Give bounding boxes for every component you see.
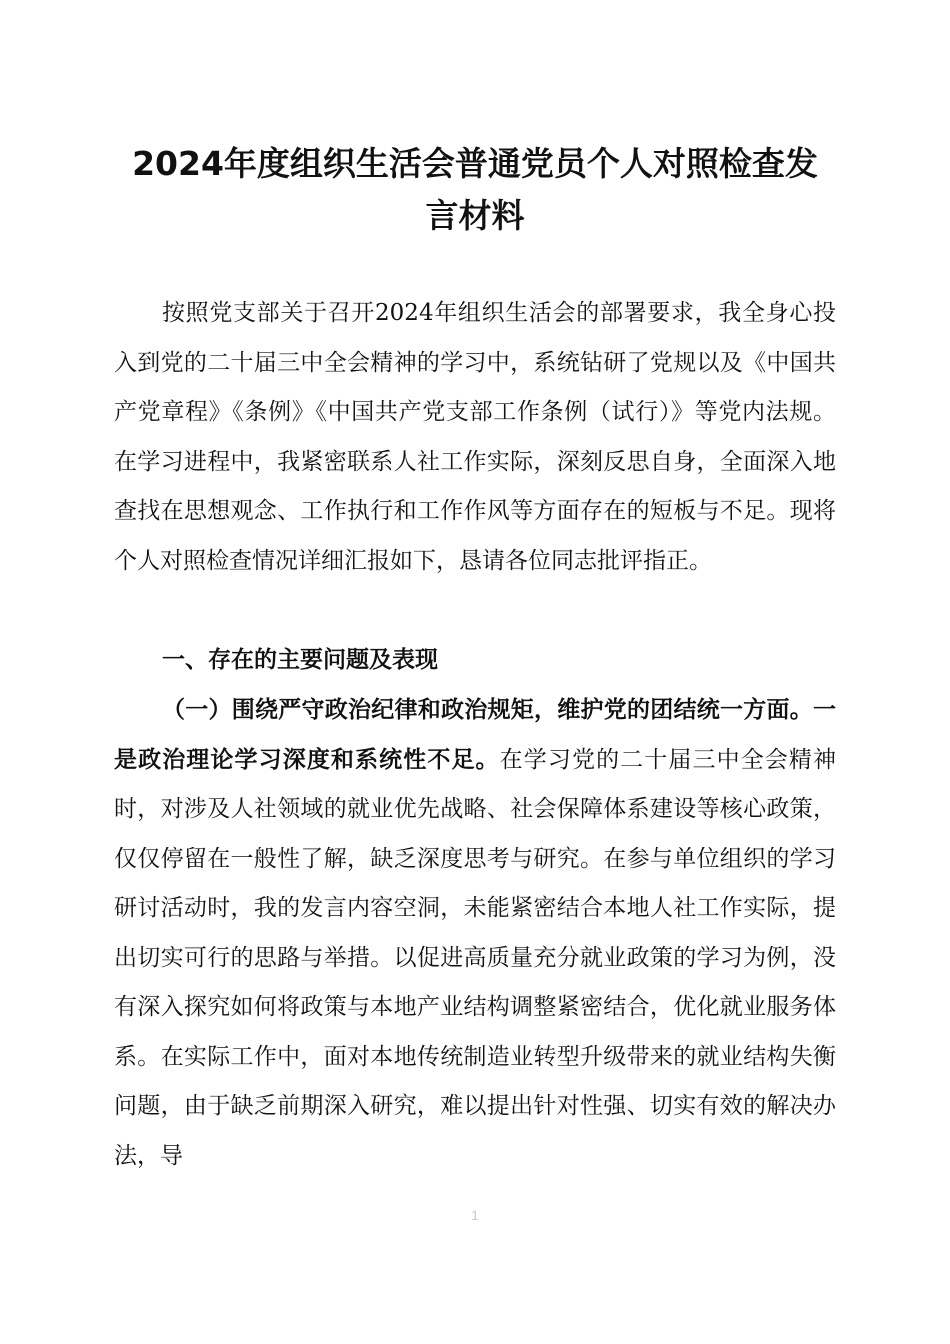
title-line-1: 2024年度组织生活会普通党员个人对照检查发	[132, 144, 818, 183]
point-heading: 一是政治理论学习深度和系统性不足。	[114, 697, 836, 773]
page-number: 1	[471, 1207, 479, 1223]
subsection-heading: （一）围绕严守政治纪律和政治规矩，维护党的团结统一方面。	[162, 697, 813, 723]
section-heading: 一、存在的主要问题及表现	[162, 647, 438, 673]
intro-paragraph: 按照党支部关于召开2024年组织生活会的部署要求，我全身心投入到党的二十届三中全会精神的学习中，系统钻研了党规以及《中国共产党章程》《条例》《中国共产党支部工作条例（试行）》等党内法规。在学习进程中，我紧密联系人社工作实际，深刻反思自身，全面深入地查找在思想观念、工作执行和工作作风等方面存在的短板与不足。现将个人对照检查情况详细汇报如下，恳请各位同志批评指正。	[114, 300, 836, 574]
title-line-2: 言材料	[425, 196, 525, 235]
point-text: 在学习党的二十届三中全会精神时，对涉及人社领域的就业优先战略、社会保障体系建设等核心政策，仅仅停留在一般性了解，缺乏深度思考与研究。在参与单位组织的学习研讨活动时，我的发言内容空洞，未能紧密结合本地人社工作实际，提出切实可行的思路与举措。以促进高质量充分就业政策的学习为例，没有深入探究如何将政策与本地产业结构调整紧密结合，优化就业服务体系。在实际工作中，面对本地传统制造业转型升级带来的就业结构失衡问题，由于缺乏前期深入研究，难以提出针对性强、切实有效的解决办法，导	[114, 746, 837, 1169]
subsection-paragraph	[114, 686, 836, 1181]
document-title	[100, 138, 850, 242]
